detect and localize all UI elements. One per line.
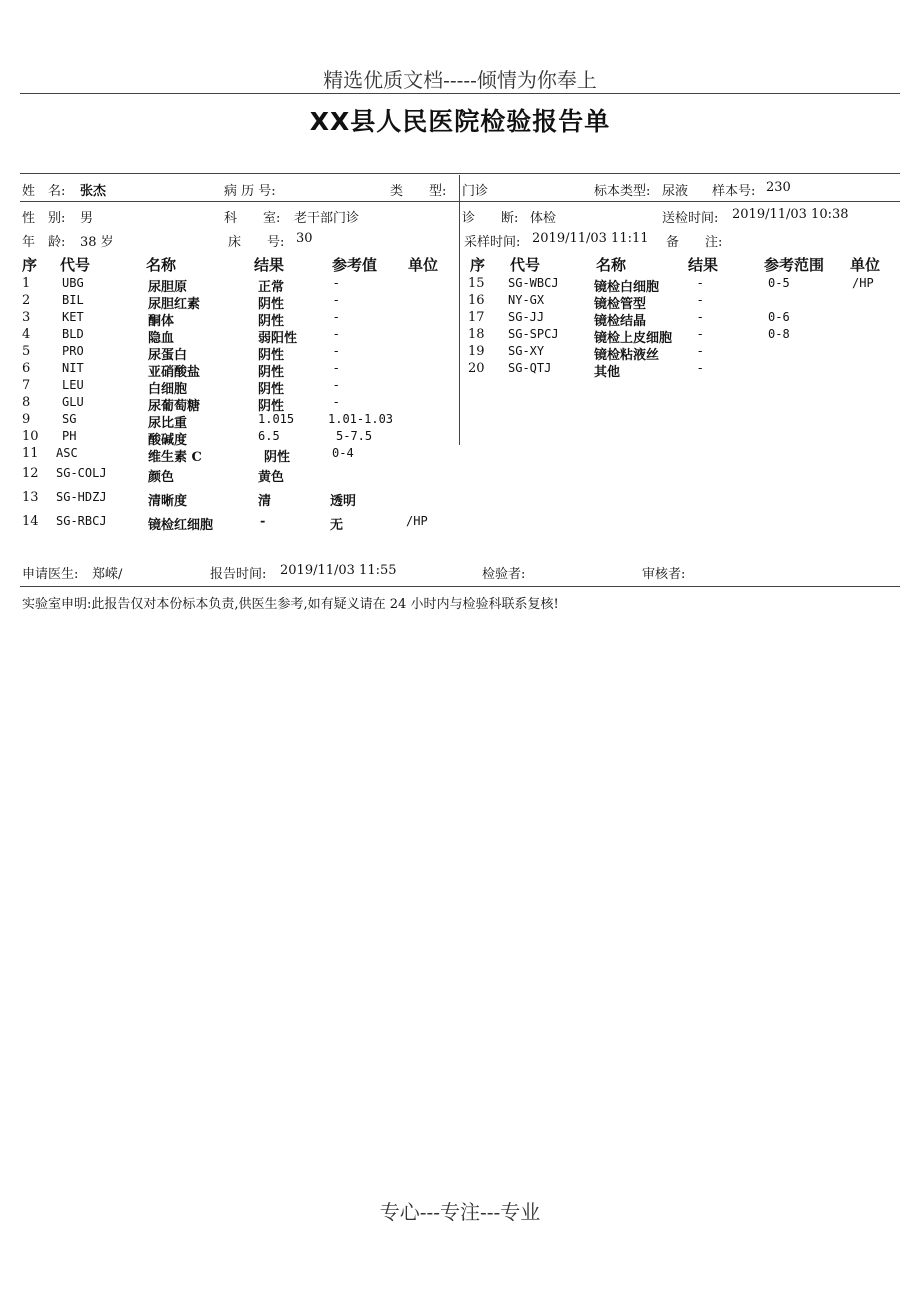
row-name: 镜检红细胞 bbox=[148, 518, 214, 533]
row-result: 正常 bbox=[258, 280, 285, 295]
row-result: 阴性 bbox=[258, 348, 285, 363]
name-label: 姓 名: bbox=[22, 184, 66, 199]
lab-disclaimer: 实验室申明:此报告仅对本份标本负责,供医生参考,如有疑义请在 24 小时内与检验科联系复核! bbox=[22, 597, 559, 612]
row-result: 黄色 bbox=[258, 470, 285, 485]
row-name: 镜检管型 bbox=[594, 297, 647, 312]
row-no: 15 bbox=[468, 276, 485, 291]
row-no: 9 bbox=[22, 412, 31, 427]
row-ref: 无 bbox=[330, 518, 344, 533]
bed-value: 30 bbox=[296, 231, 313, 246]
row-no: 18 bbox=[468, 327, 485, 342]
row-result: - bbox=[698, 293, 703, 308]
row-code: SG-RBCJ bbox=[56, 514, 107, 528]
row-ref: - bbox=[334, 276, 339, 291]
col-ref-range: 参考范围 bbox=[764, 256, 825, 274]
row-no: 20 bbox=[468, 361, 485, 376]
name-value: 张杰 bbox=[80, 184, 107, 199]
type-label: 类 型: bbox=[390, 184, 447, 199]
row-ref: - bbox=[334, 327, 339, 342]
row-code: GLU bbox=[62, 395, 84, 409]
row-name: 清晰度 bbox=[148, 494, 188, 509]
row-result: 阴性 bbox=[258, 382, 285, 397]
dept-label: 科 室: bbox=[224, 211, 281, 226]
row-code: NIT bbox=[62, 361, 84, 375]
row-name: 亚硝酸盐 bbox=[148, 365, 201, 380]
row-name: 其他 bbox=[594, 365, 621, 380]
row-name: 隐血 bbox=[148, 331, 175, 346]
row-result: 弱阳性 bbox=[258, 331, 298, 346]
row-name: 酸碱度 bbox=[148, 433, 188, 448]
row-result: - bbox=[698, 310, 703, 325]
sampling-time-value: 2019/11/03 11:11 bbox=[532, 231, 649, 246]
row-name: 尿胆原 bbox=[148, 280, 188, 295]
row-code: PRO bbox=[62, 344, 84, 358]
row-ref: 透明 bbox=[330, 494, 357, 509]
row-unit: /HP bbox=[406, 514, 428, 528]
row-no: 11 bbox=[22, 446, 39, 461]
row-name: 维生素 C bbox=[148, 450, 202, 465]
remark-label: 备 注: bbox=[666, 235, 723, 250]
row-no: 14 bbox=[22, 514, 39, 529]
submit-time-label: 送检时间: bbox=[662, 211, 719, 226]
row-no: 7 bbox=[22, 378, 31, 393]
submit-time-value: 2019/11/03 10:38 bbox=[732, 207, 849, 222]
row-code: SG-SPCJ bbox=[508, 327, 559, 341]
row-result: 阴性 bbox=[258, 399, 285, 414]
row-no: 1 bbox=[22, 276, 31, 291]
type-value: 门诊 bbox=[462, 184, 489, 199]
info-top-divider bbox=[20, 173, 900, 174]
row-code: KET bbox=[62, 310, 84, 324]
row-code: LEU bbox=[62, 378, 84, 392]
age-label: 年 龄: bbox=[22, 235, 66, 250]
center-divider bbox=[459, 175, 460, 445]
row-ref: - bbox=[334, 344, 339, 359]
row-name: 白细胞 bbox=[148, 382, 188, 397]
doctor-label: 申请医生: bbox=[22, 567, 79, 582]
row-result: - bbox=[260, 514, 266, 529]
reviewer-label: 审核者: bbox=[642, 567, 686, 582]
sample-no-label: 样本号: bbox=[712, 184, 756, 199]
row-name: 镜检结晶 bbox=[594, 314, 647, 329]
row-no: 19 bbox=[468, 344, 485, 359]
record-label: 病 历 号: bbox=[224, 184, 276, 199]
diagnosis-value: 体检 bbox=[530, 211, 557, 226]
row-no: 17 bbox=[468, 310, 485, 325]
dept-value: 老干部门诊 bbox=[294, 211, 360, 226]
col-code: 代号 bbox=[510, 256, 541, 274]
row-no: 16 bbox=[468, 293, 485, 308]
header-divider bbox=[20, 93, 900, 94]
row-result: 阴性 bbox=[264, 450, 291, 465]
info-row1-divider bbox=[20, 201, 900, 202]
row-name: 镜检上皮细胞 bbox=[594, 331, 673, 346]
row-name: 颜色 bbox=[148, 470, 175, 485]
sex-value: 男 bbox=[80, 211, 94, 226]
specimen-type-value: 尿液 bbox=[662, 184, 689, 199]
row-result: 阴性 bbox=[258, 314, 285, 329]
row-result: - bbox=[698, 361, 703, 376]
age-value: 38 岁 bbox=[80, 235, 114, 250]
row-code: SG-XY bbox=[508, 344, 545, 358]
row-code: UBG bbox=[62, 276, 84, 290]
row-ref: 0-8 bbox=[768, 327, 790, 341]
row-result: - bbox=[698, 344, 703, 359]
col-result: 结果 bbox=[254, 256, 285, 274]
row-no: 2 bbox=[22, 293, 31, 308]
report-time-label: 报告时间: bbox=[210, 567, 267, 582]
row-code: SG-COLJ bbox=[56, 466, 107, 480]
col-unit: 单位 bbox=[408, 256, 439, 274]
row-result: - bbox=[698, 327, 703, 342]
diagnosis-label: 诊 断: bbox=[462, 211, 519, 226]
specimen-type-label: 标本类型: bbox=[594, 184, 651, 199]
row-ref: 0-4 bbox=[332, 446, 354, 460]
row-code: ASC bbox=[56, 446, 78, 460]
row-name: 镜检白细胞 bbox=[594, 280, 660, 295]
row-no: 8 bbox=[22, 395, 31, 410]
col-no: 序 bbox=[470, 256, 486, 274]
report-title: XX县人民医院检验报告单 bbox=[309, 107, 611, 136]
sample-no-value: 230 bbox=[766, 180, 791, 195]
row-result: 阴性 bbox=[258, 365, 285, 380]
col-unit: 单位 bbox=[850, 256, 881, 274]
row-code: SG-WBCJ bbox=[508, 276, 559, 290]
row-ref: - bbox=[334, 361, 339, 376]
row-no: 5 bbox=[22, 344, 31, 359]
row-ref: - bbox=[334, 293, 339, 308]
row-result: 1.015 bbox=[258, 412, 295, 426]
row-ref: 5-7.5 bbox=[336, 429, 373, 443]
row-ref: 0-5 bbox=[768, 276, 790, 290]
row-no: 12 bbox=[22, 466, 39, 481]
row-result: 阴性 bbox=[258, 297, 285, 312]
row-ref: - bbox=[334, 310, 339, 325]
sex-label: 性 别: bbox=[22, 211, 66, 226]
row-name: 尿胆红素 bbox=[148, 297, 201, 312]
row-ref: - bbox=[334, 395, 339, 410]
row-no: 13 bbox=[22, 490, 39, 505]
row-name: 尿蛋白 bbox=[148, 348, 188, 363]
col-ref: 参考值 bbox=[332, 256, 378, 274]
row-code: NY-GX bbox=[508, 293, 545, 307]
doctor-value: 郑嵘/ bbox=[92, 567, 123, 582]
page-footer: 专心---专注---专业 bbox=[379, 1200, 541, 1224]
col-code: 代号 bbox=[60, 256, 91, 274]
row-ref: 1.01-1.03 bbox=[328, 412, 394, 426]
page-header-banner: 精选优质文档-----倾情为你奉上 bbox=[323, 68, 597, 92]
col-no: 序 bbox=[22, 256, 38, 274]
row-unit: /HP bbox=[852, 276, 874, 290]
row-no: 3 bbox=[22, 310, 31, 325]
row-result: 6.5 bbox=[258, 429, 280, 443]
row-code: SG-QTJ bbox=[508, 361, 552, 375]
row-code: BIL bbox=[62, 293, 84, 307]
row-name: 尿比重 bbox=[148, 416, 188, 431]
row-code: BLD bbox=[62, 327, 84, 341]
row-name: 镜检粘液丝 bbox=[594, 348, 660, 363]
row-name: 尿葡萄糖 bbox=[148, 399, 201, 414]
row-code: SG bbox=[62, 412, 77, 426]
row-code: SG-HDZJ bbox=[56, 490, 107, 504]
row-ref: - bbox=[334, 378, 339, 393]
report-time-value: 2019/11/03 11:55 bbox=[280, 563, 397, 578]
row-code: SG-JJ bbox=[508, 310, 545, 324]
row-result: 清 bbox=[258, 494, 272, 509]
row-result: - bbox=[698, 276, 703, 291]
col-result: 结果 bbox=[688, 256, 719, 274]
row-code: PH bbox=[62, 429, 77, 443]
col-name: 名称 bbox=[596, 256, 627, 274]
col-name: 名称 bbox=[146, 256, 177, 274]
examiner-label: 检验者: bbox=[482, 567, 526, 582]
bed-label: 床 号: bbox=[228, 235, 285, 250]
row-no: 10 bbox=[22, 429, 39, 444]
row-no: 6 bbox=[22, 361, 31, 376]
row-ref: 0-6 bbox=[768, 310, 790, 324]
row-name: 酮体 bbox=[148, 314, 175, 329]
sampling-time-label: 采样时间: bbox=[464, 235, 521, 250]
signoff-divider bbox=[20, 586, 900, 587]
row-no: 4 bbox=[22, 327, 31, 342]
